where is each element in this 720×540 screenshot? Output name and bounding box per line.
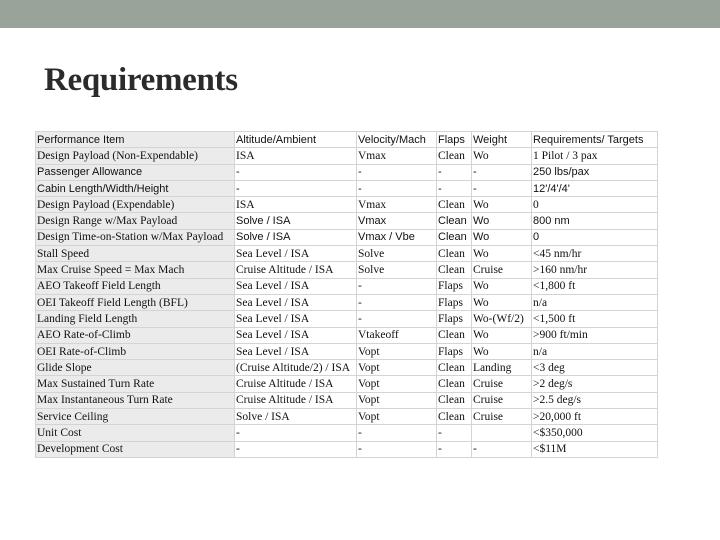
table-row (36, 376, 658, 392)
cell-performance-item: Design Range w/Max Payload (36, 213, 235, 229)
cell-altitude-ambient: Solve / ISA (235, 229, 357, 245)
cell-performance-item: Max Cruise Speed = Max Mach (36, 262, 235, 278)
cell-flaps: Clean (437, 409, 472, 425)
table-row (36, 148, 658, 164)
cell-weight: Wo (472, 148, 532, 164)
cell-requirement-target: <1,500 ft (532, 311, 658, 327)
cell-performance-item: Development Cost (36, 441, 235, 457)
cell-altitude-ambient: Sea Level / ISA (235, 327, 357, 343)
table-row (36, 213, 658, 229)
cell-velocity-mach: Vopt (357, 376, 437, 392)
cell-velocity-mach: - (357, 425, 437, 441)
cell-requirement-target: >2 deg/s (532, 376, 658, 392)
cell-altitude-ambient: Sea Level / ISA (235, 343, 357, 359)
cell-requirement-target: <$350,000 (532, 425, 658, 441)
cell-altitude-ambient: Sea Level / ISA (235, 294, 357, 310)
cell-weight: Wo (472, 294, 532, 310)
cell-performance-item: Design Time-on-Station w/Max Payload (36, 229, 235, 245)
table-row (36, 294, 658, 310)
table-row (36, 311, 658, 327)
cell-flaps: Clean (437, 262, 472, 278)
cell-flaps: Clean (437, 148, 472, 164)
cell-weight: Wo (472, 343, 532, 359)
cell-requirement-target: n/a (532, 294, 658, 310)
cell-velocity-mach: - (357, 311, 437, 327)
cell-weight: Wo (472, 197, 532, 213)
cell-requirement-target: >160 nm/hr (532, 262, 658, 278)
cell-performance-item: OEI Takeoff Field Length (BFL) (36, 294, 235, 310)
cell-weight: - (472, 441, 532, 457)
cell-velocity-mach: - (357, 278, 437, 294)
cell-performance-item: Design Payload (Non-Expendable) (36, 148, 235, 164)
cell-velocity-mach: Vmax / Vbe (357, 229, 437, 245)
cell-performance-item: Max Instantaneous Turn Rate (36, 392, 235, 408)
cell-performance-item: OEI Rate-of-Climb (36, 343, 235, 359)
cell-weight: Wo (472, 246, 532, 262)
cell-weight (472, 425, 532, 441)
cell-requirement-target: 1 Pilot / 3 pax (532, 148, 658, 164)
cell-weight: Wo (472, 278, 532, 294)
requirements-table-body (36, 148, 658, 458)
cell-altitude-ambient: ISA (235, 148, 357, 164)
header-altitude-ambient: Altitude/Ambient (235, 132, 357, 148)
header-weight: Weight (472, 132, 532, 148)
cell-flaps: Clean (437, 360, 472, 376)
table-row (36, 360, 658, 376)
cell-velocity-mach: Vopt (357, 360, 437, 376)
cell-flaps: Clean (437, 392, 472, 408)
cell-altitude-ambient: Solve / ISA (235, 409, 357, 425)
cell-velocity-mach: Vmax (357, 213, 437, 229)
cell-altitude-ambient: - (235, 441, 357, 457)
table-row (36, 343, 658, 359)
cell-requirement-target: <1,800 ft (532, 278, 658, 294)
cell-weight: Cruise (472, 376, 532, 392)
cell-flaps: Clean (437, 327, 472, 343)
table-row (36, 392, 658, 408)
cell-requirement-target: 800 nm (532, 213, 658, 229)
cell-flaps: Clean (437, 229, 472, 245)
cell-weight: - (472, 180, 532, 196)
table-row (36, 229, 658, 245)
cell-altitude-ambient: ISA (235, 197, 357, 213)
cell-velocity-mach: Solve (357, 246, 437, 262)
cell-weight: Landing (472, 360, 532, 376)
table-row (36, 246, 658, 262)
cell-weight: Wo (472, 213, 532, 229)
table-row (36, 278, 658, 294)
cell-altitude-ambient: - (235, 180, 357, 196)
cell-weight: Cruise (472, 262, 532, 278)
cell-altitude-ambient: - (235, 164, 357, 180)
cell-requirement-target: >20,000 ft (532, 409, 658, 425)
cell-requirement-target: <45 nm/hr (532, 246, 658, 262)
cell-requirement-target: 0 (532, 197, 658, 213)
table-row (36, 180, 658, 196)
cell-flaps: - (437, 164, 472, 180)
cell-velocity-mach: Vtakeoff (357, 327, 437, 343)
cell-requirement-target: >2.5 deg/s (532, 392, 658, 408)
header-performance-item: Performance Item (36, 132, 235, 148)
cell-performance-item: Stall Speed (36, 246, 235, 262)
header-requirements-targets: Requirements/ Targets (532, 132, 658, 148)
cell-flaps: Clean (437, 213, 472, 229)
cell-weight: - (472, 164, 532, 180)
header-flaps: Flaps (437, 132, 472, 148)
cell-performance-item: Unit Cost (36, 425, 235, 441)
cell-performance-item: AEO Takeoff Field Length (36, 278, 235, 294)
cell-velocity-mach: - (357, 164, 437, 180)
cell-performance-item: Passenger Allowance (36, 164, 235, 180)
cell-altitude-ambient: Sea Level / ISA (235, 246, 357, 262)
table-row (36, 164, 658, 180)
cell-altitude-ambient: Cruise Altitude / ISA (235, 376, 357, 392)
cell-performance-item: Cabin Length/Width/Height (36, 180, 235, 196)
cell-velocity-mach: - (357, 294, 437, 310)
cell-performance-item: Glide Slope (36, 360, 235, 376)
cell-weight: Cruise (472, 409, 532, 425)
table-row (36, 409, 658, 425)
cell-altitude-ambient: Solve / ISA (235, 213, 357, 229)
cell-flaps: Flaps (437, 311, 472, 327)
table-header-row (36, 132, 658, 148)
cell-requirement-target: 12'/4'/4' (532, 180, 658, 196)
cell-velocity-mach: Vmax (357, 148, 437, 164)
cell-altitude-ambient: Sea Level / ISA (235, 311, 357, 327)
cell-velocity-mach: - (357, 441, 437, 457)
cell-requirement-target: 250 lbs/pax (532, 164, 658, 180)
slide-title: Requirements (44, 62, 238, 98)
cell-requirement-target: n/a (532, 343, 658, 359)
cell-velocity-mach: - (357, 180, 437, 196)
cell-performance-item: AEO Rate-of-Climb (36, 327, 235, 343)
cell-performance-item: Service Ceiling (36, 409, 235, 425)
cell-requirement-target: <$11M (532, 441, 658, 457)
cell-altitude-ambient: Cruise Altitude / ISA (235, 392, 357, 408)
cell-weight: Wo-(Wf/2) (472, 311, 532, 327)
cell-flaps: Clean (437, 376, 472, 392)
cell-requirement-target: <3 deg (532, 360, 658, 376)
cell-performance-item: Max Sustained Turn Rate (36, 376, 235, 392)
table-row (36, 327, 658, 343)
cell-altitude-ambient: (Cruise Altitude/2) / ISA (235, 360, 357, 376)
cell-flaps: Clean (437, 246, 472, 262)
cell-flaps: Flaps (437, 343, 472, 359)
cell-flaps: - (437, 180, 472, 196)
cell-weight: Wo (472, 327, 532, 343)
cell-altitude-ambient: - (235, 425, 357, 441)
table-row (36, 197, 658, 213)
cell-weight: Cruise (472, 392, 532, 408)
cell-flaps: - (437, 425, 472, 441)
cell-performance-item: Design Payload (Expendable) (36, 197, 235, 213)
cell-velocity-mach: Solve (357, 262, 437, 278)
cell-velocity-mach: Vmax (357, 197, 437, 213)
cell-velocity-mach: Vopt (357, 409, 437, 425)
slide-top-bar (0, 0, 720, 28)
cell-altitude-ambient: Sea Level / ISA (235, 278, 357, 294)
cell-weight: Wo (472, 229, 532, 245)
header-velocity-mach: Velocity/Mach (357, 132, 437, 148)
table-row (36, 262, 658, 278)
cell-velocity-mach: Vopt (357, 343, 437, 359)
cell-requirement-target: >900 ft/min (532, 327, 658, 343)
cell-flaps: - (437, 441, 472, 457)
table-row (36, 441, 658, 457)
cell-velocity-mach: Vopt (357, 392, 437, 408)
requirements-table (35, 131, 658, 458)
table-row (36, 425, 658, 441)
cell-flaps: Clean (437, 197, 472, 213)
cell-performance-item: Landing Field Length (36, 311, 235, 327)
cell-flaps: Flaps (437, 278, 472, 294)
cell-requirement-target: 0 (532, 229, 658, 245)
cell-flaps: Flaps (437, 294, 472, 310)
cell-altitude-ambient: Cruise Altitude / ISA (235, 262, 357, 278)
